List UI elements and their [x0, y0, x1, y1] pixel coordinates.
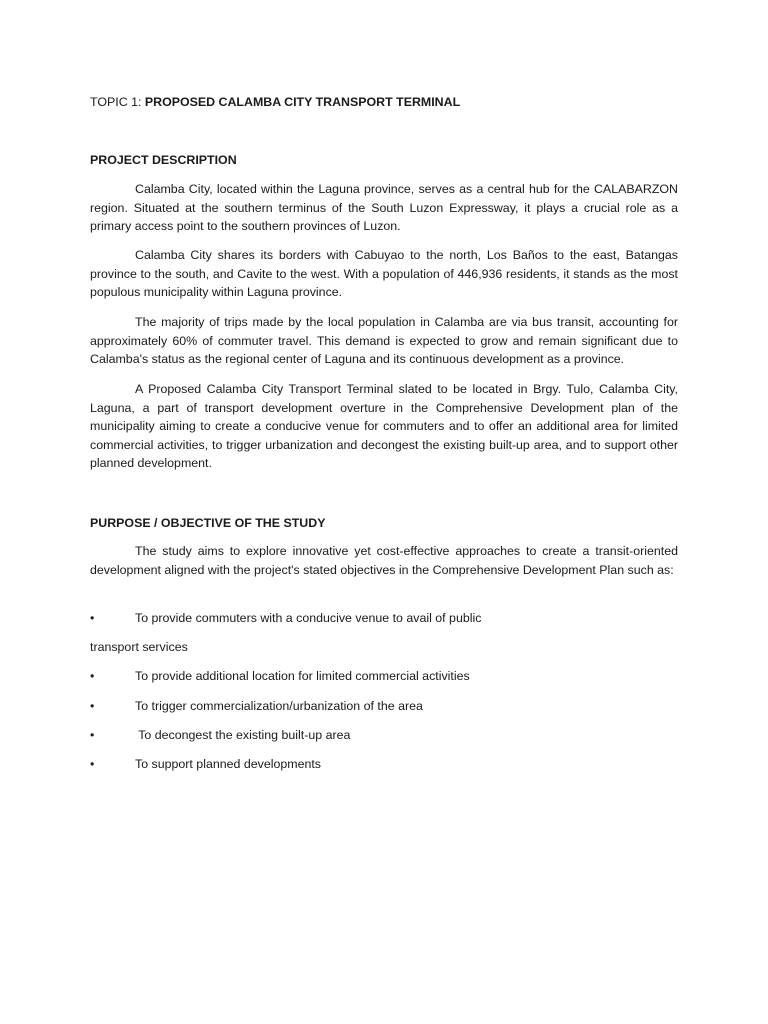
topic-title [90, 93, 460, 112]
bullet-text: To trigger commercialization/urbanization of the area [135, 699, 423, 713]
topic-name: PROPOSED CALAMBA CITY TRANSPORT TERMINAL [144, 95, 461, 109]
bullet-symbol: • [90, 757, 95, 771]
purpose-heading: PURPOSE / OBJECTIVE OF THE STUDY [90, 516, 326, 530]
topic-prefix: TOPIC 1: [90, 95, 145, 109]
bullet-text: To provide commuters with a conducive venue to avail of public [135, 611, 482, 625]
bullet-symbol: • [90, 669, 95, 683]
project-description-heading: PROJECT DESCRIPTION [90, 153, 237, 167]
bullet-text: To support planned developments [135, 757, 321, 771]
paragraph-1: Calamba City, located within the Laguna province, serves as a central hub for the CALABARZON region. Situated at the southern terminus of the South Luzon Expressway, it plays a crucial role as a primary access point to the southern provinces of Luzon. [90, 182, 678, 234]
bullet-symbol: • [90, 611, 95, 625]
paragraph-2: Calamba City shares its borders with Cabuyao to the north, Los Baños to the east, Batangas province to the south, and Cavite to the west. With a population of 446,936 residents, it stands as the most populous municipality within Laguna province. [90, 248, 678, 300]
bullet-continuation: transport services [90, 640, 188, 654]
bullet-symbol: • [90, 728, 95, 742]
paragraph-4: A Proposed Calamba City Transport Terminal slated to be located in Brgy. Tulo, Calamba City, Laguna, a part of transport development overture in the Comprehensive Development plan of the municipality aiming to create a conducive venue for commuters and to offer an additional area for limited commercial activities, to trigger urbanization and decongest the existing built-up area, and to support other planned development. [90, 382, 678, 471]
purpose-intro: The study aims to explore innovative yet cost-effective approaches to create a transit-oriented development aligned with the project's stated objectives in the Comprehensive Development Plan such as: [90, 544, 678, 577]
bullet-text: To decongest the existing built-up area [135, 728, 351, 742]
bullet-symbol: • [90, 699, 95, 713]
paragraph-3: The majority of trips made by the local population in Calamba are via bus transit, accounting for approximately 60% of commuter travel. This demand is expected to grow and remain significant due to Calamba's status as the regional center of Laguna and its continuous development as a province. [90, 315, 678, 367]
bullet-text: To provide additional location for limited commercial activities [135, 669, 470, 683]
